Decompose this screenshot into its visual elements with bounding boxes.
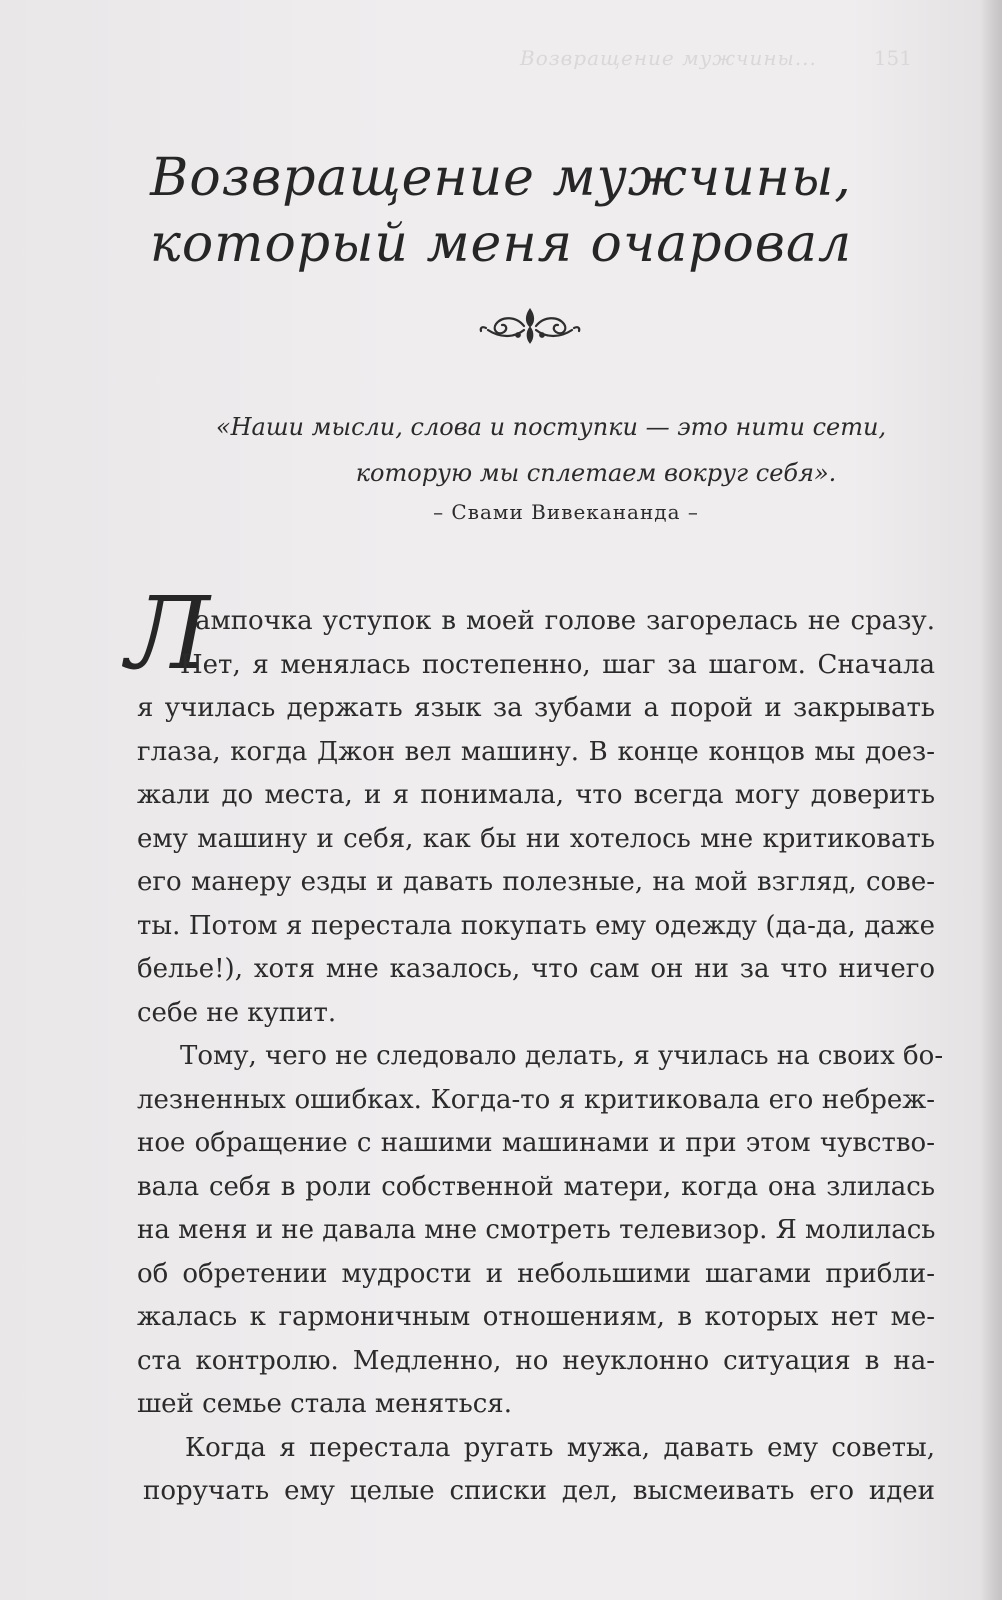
chapter-title-line-2: который меня очаровал xyxy=(149,214,853,274)
body-line: ты. Потом я перестала покупать ему одежду (да-да, даже xyxy=(137,910,935,941)
epigraph-quote xyxy=(0,404,1002,496)
chapter-title xyxy=(0,145,1002,277)
body-line: ста контролю. Медленно, но неуклонно ситуация в на- xyxy=(137,1345,935,1376)
body-line: вала себя в роли собственной матери, когда она злилась xyxy=(137,1171,935,1202)
running-head: Возвращение мужчины... xyxy=(520,46,817,70)
body-line: себе не купит. xyxy=(137,997,337,1028)
body-line: я училась держать язык за зубами а порой и закрывать xyxy=(137,693,935,723)
body-text xyxy=(0,600,1002,1514)
epigraph-line-1: «Наши мысли, слова и поступки — это нити сети, xyxy=(215,413,887,441)
body-line: Нет, я менялась постепенно, шаг за шагом. Сначала xyxy=(180,649,935,680)
body-line: белье!), хотя мне казалось, что сам он ни за что ничего xyxy=(137,954,935,984)
body-line: лезненных ошибках. Когда-то я критиковала его небреж- xyxy=(137,1084,935,1115)
body-line: ное обращение с нашими машинами и при этом чувство- xyxy=(137,1128,935,1158)
body-line: на меня и не давала мне смотреть телевизор. Я молилась xyxy=(137,1215,936,1245)
body-line: его манеру езды и давать полезные, на мой взгляд, сове- xyxy=(137,867,935,897)
body-line: ампочка уступок в моей голове загорелась не сразу. xyxy=(195,606,935,636)
body-line: об обретении мудрости и небольшими шагами прибли- xyxy=(137,1258,935,1289)
epigraph-line-2: которую мы сплетаем вокруг себя». xyxy=(355,459,837,487)
chapter-title-line-1: Возвращение мужчины, xyxy=(150,148,852,208)
body-line: жали до места, и я понимала, что всегда могу доверить xyxy=(137,780,935,810)
body-line: глаза, когда Джон вел машину. В конце концов мы доез- xyxy=(137,736,935,767)
body-line: ему машину и себя, как бы ни хотелось мне критиковать xyxy=(137,823,935,854)
body-line: жалась к гармоничным отношениям, в которых нет ме- xyxy=(137,1302,935,1332)
epigraph-attribution: – Свами Вивекананда – xyxy=(433,500,699,524)
body-line: шей семье стала меняться. xyxy=(137,1389,512,1419)
body-line: Когда я перестала ругать мужа, давать ему советы, xyxy=(185,1432,935,1463)
ornament-flourish-icon xyxy=(478,302,582,352)
page-number: 151 xyxy=(873,46,912,70)
body-line: Тому, чего не следовало делать, я училась на своих бо- xyxy=(180,1041,944,1071)
body-line: поручать ему целые списки дел, высмеивать его идеи xyxy=(143,1476,935,1506)
drop-cap: Л xyxy=(126,575,210,692)
